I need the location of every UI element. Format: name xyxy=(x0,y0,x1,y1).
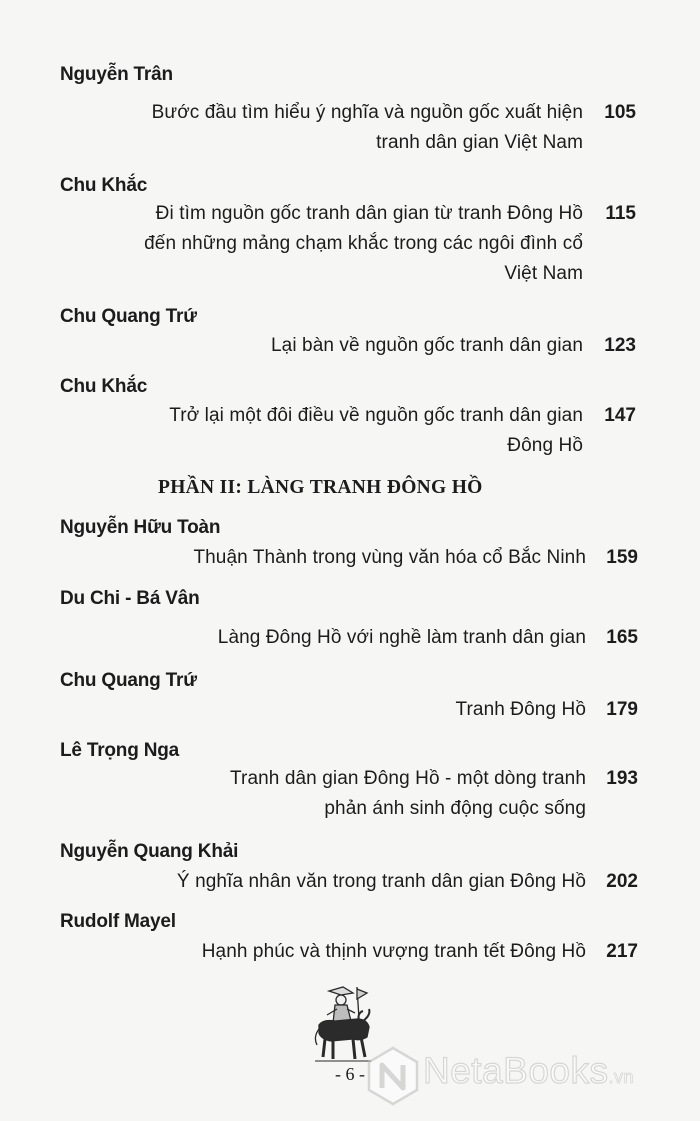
toc-title-line: Tranh Đông Hồ xyxy=(455,699,586,720)
toc-author: Chu Khắc xyxy=(60,175,148,196)
toc-page-number: 165 xyxy=(606,627,638,648)
netabooks-logo-icon xyxy=(365,1046,421,1106)
toc-title-line: phản ánh sinh động cuộc sống xyxy=(324,798,586,819)
toc-author: Rudolf Mayel xyxy=(60,911,176,932)
toc-title-line: Ý nghĩa nhân văn trong tranh dân gian Đông Hồ xyxy=(176,871,586,892)
toc-author: Nguyễn Trân xyxy=(60,64,173,85)
toc-page-number: 193 xyxy=(606,768,638,789)
toc-title-line: Tranh dân gian Đông Hồ - một dòng tranh xyxy=(230,768,586,789)
toc-page-number: 123 xyxy=(604,335,636,356)
netabooks-watermark xyxy=(365,1046,690,1106)
toc-title-line: Lại bàn về nguồn gốc tranh dân gian xyxy=(271,335,583,356)
toc-title-line: Bước đầu tìm hiểu ý nghĩa và nguồn gốc xuất hiện xyxy=(151,102,583,123)
toc-title-line: Hạnh phúc và thịnh vượng tranh tết Đông Hồ xyxy=(201,941,586,962)
toc-title-line: Đông Hồ xyxy=(507,435,583,456)
toc-author: Lê Trọng Nga xyxy=(60,740,179,761)
toc-author: Chu Quang Trứ xyxy=(60,306,197,327)
toc-title-line: Thuận Thành trong vùng văn hóa cổ Bắc Ninh xyxy=(193,547,586,568)
part-heading: PHẦN II: LÀNG TRANH ĐÔNG HỒ xyxy=(158,477,483,498)
toc-title-line: Đi tìm nguồn gốc tranh dân gian từ tranh Đông Hồ xyxy=(155,203,583,224)
watermark-brand-name: NetaBooks xyxy=(423,1050,609,1091)
toc-page-number: 159 xyxy=(606,547,638,568)
toc-page-number: 105 xyxy=(604,102,636,123)
toc-title-line: Làng Đông Hồ với nghề làm tranh dân gian xyxy=(217,627,586,648)
toc-title-line: tranh dân gian Việt Nam xyxy=(376,132,583,153)
watermark-brand xyxy=(423,1050,634,1092)
toc-author: Nguyễn Quang Khải xyxy=(60,841,239,862)
watermark-suffix: .vn xyxy=(608,1067,635,1087)
toc-title-line: Việt Nam xyxy=(504,263,583,284)
toc-author: Chu Khắc xyxy=(60,376,148,397)
toc-page-number: 115 xyxy=(605,203,636,224)
page-number: - 6 - xyxy=(335,1064,365,1084)
toc-page-number: 217 xyxy=(606,941,638,962)
toc-author: Nguyễn Hữu Toàn xyxy=(60,517,221,538)
toc-page-number: 179 xyxy=(606,699,638,720)
buffalo-rider-illustration xyxy=(313,985,373,1065)
toc-author: Chu Quang Trứ xyxy=(60,670,197,691)
toc-page-number: 147 xyxy=(604,405,636,426)
toc-title-line: đến những mảng chạm khắc trong các ngôi đình cổ xyxy=(144,233,583,254)
toc-page-number: 202 xyxy=(606,871,638,892)
toc-title-line: Trở lại một đôi điều về nguồn gốc tranh dân gian xyxy=(169,405,583,426)
toc-author: Du Chi - Bá Vân xyxy=(60,588,200,609)
